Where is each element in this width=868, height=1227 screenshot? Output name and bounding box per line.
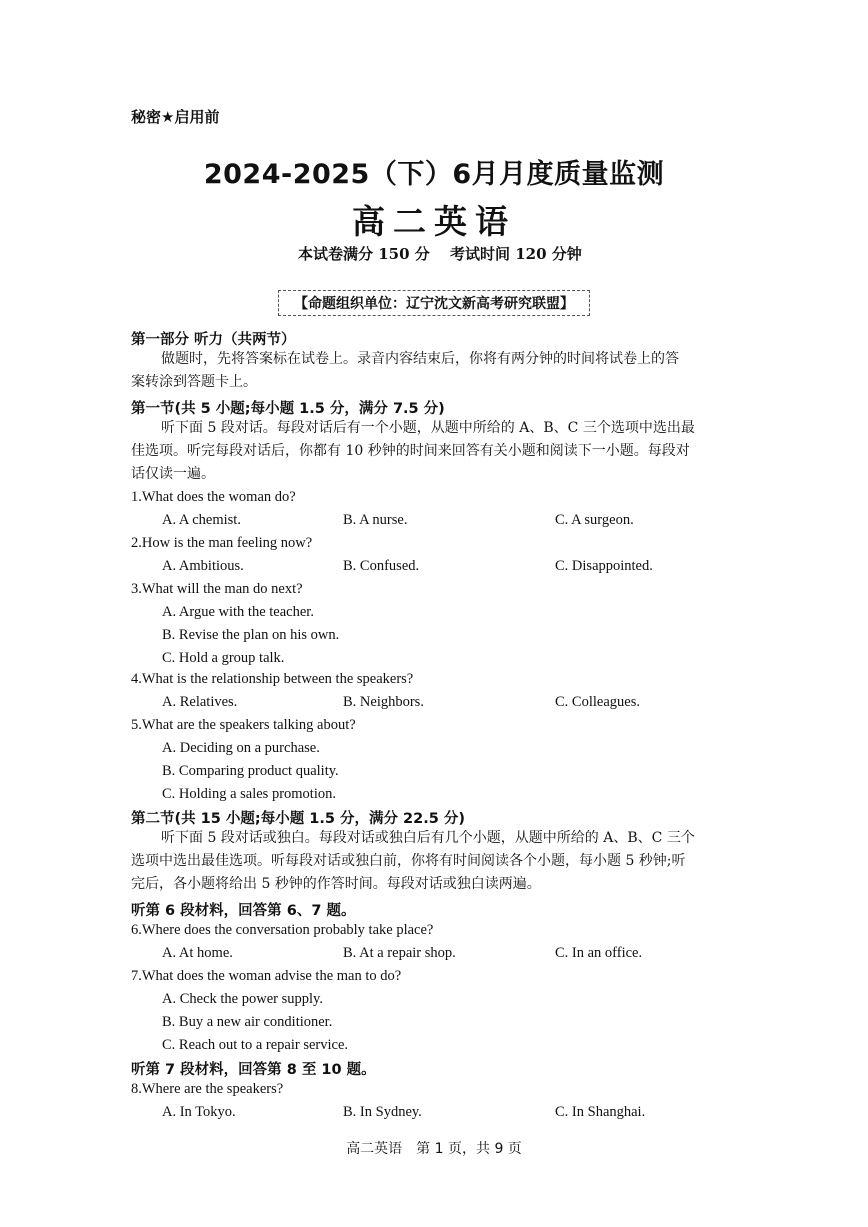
exam-title: 2024-2025（下）6月月度质量监测 — [203, 159, 665, 190]
question-5: 5.What are the speakers talking about? — [131, 717, 356, 733]
q8-option-b: B. In Sydney. — [343, 1104, 422, 1120]
section1-intro-line2: 佳选项。听完每段对话后，你都有 10 秒钟的时间来回答有关小题和阅读下一小题。每段对 — [131, 443, 690, 459]
q7-option-a: A. Check the power supply. — [162, 991, 323, 1007]
q4-option-c: C. Colleagues. — [555, 694, 640, 710]
section1-intro-line3: 话仅读一遍。 — [131, 466, 215, 482]
section2-intro-line2: 选项中选出最佳选项。听每段对话或独白前，你将有时间阅读各个小题，每小题 5 秒钟;听 — [131, 853, 686, 869]
q6-option-a: A. At home. — [162, 945, 233, 961]
exam-time: 考试时间 120 分钟 — [450, 245, 582, 263]
q2-option-a: A. Ambitious. — [162, 558, 244, 574]
question-7: 7.What does the woman advise the man to do? — [131, 968, 402, 984]
q7-option-b: B. Buy a new air conditioner. — [162, 1014, 333, 1030]
q2-option-b: B. Confused. — [343, 558, 420, 574]
q5-option-a: A. Deciding on a purchase. — [162, 740, 320, 756]
q1-option-a: A. A chemist. — [162, 512, 241, 528]
section1-intro-line1: 听下面 5 段对话。每段对话后有一个小题，从题中所给的 A、B、C 三个选项中选出最 — [161, 420, 695, 436]
material-6-heading: 听第 6 段材料，回答第 6、7 题。 — [131, 903, 356, 919]
q5-option-b: B. Comparing product quality. — [162, 763, 339, 779]
part1-heading: 第一部分 听力（共两节） — [131, 332, 296, 348]
q4-option-b: B. Neighbors. — [343, 694, 424, 710]
section2-intro-line1: 听下面 5 段对话或独白。每段对话或独白后有几个小题，从题中所给的 A、B、C 三个 — [161, 830, 695, 846]
q7-option-c: C. Reach out to a repair service. — [162, 1037, 349, 1053]
part1-intro-line1: 做题时，先将答案标在试卷上。录音内容结束后，你将有两分钟的时间将试卷上的答 — [161, 351, 679, 367]
q8-option-a: A. In Tokyo. — [162, 1104, 236, 1120]
q6-option-b: B. At a repair shop. — [343, 945, 456, 961]
q8-option-c: C. In Shanghai. — [555, 1104, 646, 1120]
q3-option-c: C. Hold a group talk. — [162, 650, 285, 666]
q1-option-c: C. A surgeon. — [555, 512, 634, 528]
total-score: 本试卷满分 150 分 — [298, 245, 430, 263]
q3-option-b: B. Revise the plan on his own. — [162, 627, 340, 643]
question-3: 3.What will the man do next? — [131, 581, 303, 597]
q3-option-a: A. Argue with the teacher. — [162, 604, 314, 620]
material-7-heading: 听第 7 段材料，回答第 8 至 10 题。 — [131, 1062, 376, 1078]
q1-option-b: B. A nurse. — [343, 512, 408, 528]
q6-option-c: C. In an office. — [555, 945, 643, 961]
question-1: 1.What does the woman do? — [131, 489, 296, 505]
part1-intro-line2: 案转涂到答题卡上。 — [131, 374, 257, 390]
question-8: 8.Where are the speakers? — [131, 1081, 284, 1097]
q5-option-c: C. Holding a sales promotion. — [162, 786, 336, 802]
question-2: 2.How is the man feeling now? — [131, 535, 313, 551]
confidential-label: 秘密★启用前 — [131, 108, 220, 126]
section1-heading: 第一节(共 5 小题;每小题 1.5 分，满分 7.5 分) — [131, 401, 445, 417]
question-4: 4.What is the relationship between the speakers? — [131, 671, 414, 687]
exam-subject: 高二英语 — [352, 202, 516, 241]
question-6: 6.Where does the conversation probably take place? — [131, 922, 434, 938]
q4-option-a: A. Relatives. — [162, 694, 238, 710]
page-footer: 高二英语 第 1 页，共 9 页 — [346, 1141, 522, 1157]
section2-heading: 第二节(共 15 小题;每小题 1.5 分，满分 22.5 分) — [131, 811, 465, 827]
organizer-text: 【命题组织单位：辽宁沈文新高考研究联盟】 — [294, 296, 574, 312]
section2-intro-line3: 完后，各小题将给出 5 秒钟的作答时间。每段对话或独白读两遍。 — [131, 876, 541, 892]
organizer-box — [278, 290, 590, 316]
q2-option-c: C. Disappointed. — [555, 558, 653, 574]
